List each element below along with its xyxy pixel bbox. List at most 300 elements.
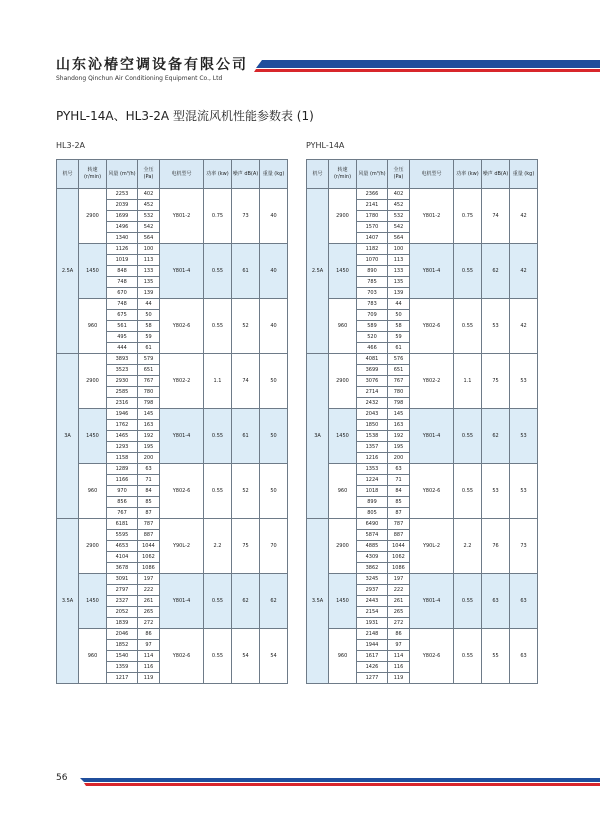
pressure-cell: 71 — [388, 475, 410, 486]
noise-cell: 62 — [482, 244, 510, 299]
flow-cell: 748 — [107, 299, 138, 310]
header-cell: 全压 (Pa) — [388, 160, 410, 189]
flow-cell: 1426 — [357, 662, 388, 673]
table-row — [307, 189, 538, 200]
noise-cell: 54 — [232, 629, 260, 684]
header-cell: 噪声 dB(A) — [232, 160, 260, 189]
pressure-cell: 265 — [138, 607, 160, 618]
table-header — [57, 160, 288, 189]
speed-cell: 960 — [79, 464, 107, 519]
pressure-cell: 58 — [388, 321, 410, 332]
pressure-cell: 780 — [138, 387, 160, 398]
table-row — [57, 299, 288, 310]
flow-cell: 1224 — [357, 475, 388, 486]
motor-cell: Y802-2 — [410, 354, 454, 409]
motor-cell: Y90L-2 — [160, 519, 204, 574]
pressure-cell: 272 — [388, 618, 410, 629]
flow-cell: 1293 — [107, 442, 138, 453]
speed-cell: 1450 — [329, 409, 357, 464]
table-body — [57, 189, 288, 684]
company-header — [56, 54, 248, 82]
pressure-cell: 197 — [138, 574, 160, 585]
noise-cell: 52 — [232, 299, 260, 354]
power-cell: 2.2 — [454, 519, 482, 574]
table-row — [307, 464, 538, 475]
pressure-cell: 532 — [138, 211, 160, 222]
weight-cell: 42 — [510, 189, 538, 244]
flow-cell: 1353 — [357, 464, 388, 475]
flow-cell: 1617 — [357, 651, 388, 662]
weight-cell: 53 — [510, 464, 538, 519]
pressure-cell: 452 — [388, 200, 410, 211]
speed-cell: 2900 — [329, 519, 357, 574]
pressure-cell: 163 — [388, 420, 410, 431]
model-cell: 2.5A — [57, 189, 79, 354]
motor-cell: Y802-6 — [410, 464, 454, 519]
header-cell: 机号 — [57, 160, 79, 189]
flow-cell: 2043 — [357, 409, 388, 420]
pressure-cell: 145 — [138, 409, 160, 420]
header-stripe-decoration — [248, 58, 600, 74]
flow-cell: 899 — [357, 497, 388, 508]
flow-cell: 1465 — [107, 431, 138, 442]
pressure-cell: 787 — [138, 519, 160, 530]
footer-red-stripe — [84, 783, 600, 786]
flow-cell: 4104 — [107, 552, 138, 563]
pressure-cell: 61 — [138, 343, 160, 354]
pressure-cell: 200 — [388, 453, 410, 464]
flow-cell: 1839 — [107, 618, 138, 629]
weight-cell: 73 — [510, 519, 538, 574]
flow-cell: 4081 — [357, 354, 388, 365]
pressure-cell: 116 — [388, 662, 410, 673]
flow-cell: 1166 — [107, 475, 138, 486]
motor-cell: Y802-2 — [160, 354, 204, 409]
pressure-cell: 61 — [388, 343, 410, 354]
weight-cell: 42 — [510, 244, 538, 299]
motor-cell: Y801-4 — [410, 409, 454, 464]
flow-cell: 2052 — [107, 607, 138, 618]
speed-cell: 2900 — [79, 189, 107, 244]
power-cell: 0.55 — [454, 299, 482, 354]
pressure-cell: 192 — [388, 431, 410, 442]
pressure-cell: 222 — [138, 585, 160, 596]
header-blue-stripe — [256, 60, 600, 68]
pressure-cell: 84 — [138, 486, 160, 497]
flow-cell: 1289 — [107, 464, 138, 475]
flow-cell: 1070 — [357, 255, 388, 266]
pressure-cell: 87 — [138, 508, 160, 519]
weight-cell: 63 — [510, 629, 538, 684]
pressure-cell: 192 — [138, 431, 160, 442]
pressure-cell: 133 — [138, 266, 160, 277]
motor-cell: Y802-6 — [410, 299, 454, 354]
flow-cell: 520 — [357, 332, 388, 343]
flow-cell: 589 — [357, 321, 388, 332]
table-row — [307, 629, 538, 640]
flow-cell: 783 — [357, 299, 388, 310]
pressure-cell: 97 — [388, 640, 410, 651]
pressure-cell: 452 — [138, 200, 160, 211]
power-cell: 0.55 — [454, 464, 482, 519]
table-row — [307, 519, 538, 530]
flow-cell: 1850 — [357, 420, 388, 431]
power-cell: 0.55 — [204, 299, 232, 354]
pressure-cell: 63 — [388, 464, 410, 475]
flow-cell: 1158 — [107, 453, 138, 464]
flow-cell: 1852 — [107, 640, 138, 651]
pressure-cell: 145 — [388, 409, 410, 420]
pressure-cell: 85 — [388, 497, 410, 508]
flow-cell: 856 — [107, 497, 138, 508]
speed-cell: 1450 — [329, 574, 357, 629]
motor-cell: Y90L-2 — [410, 519, 454, 574]
speed-cell: 2900 — [79, 354, 107, 409]
power-cell: 0.55 — [454, 244, 482, 299]
pressure-cell: 1086 — [138, 563, 160, 574]
noise-cell: 75 — [482, 354, 510, 409]
flow-cell: 3091 — [107, 574, 138, 585]
table-body — [307, 189, 538, 684]
flow-cell: 3893 — [107, 354, 138, 365]
header-cell: 电机型号 — [160, 160, 204, 189]
power-cell: 0.55 — [204, 464, 232, 519]
pressure-cell: 1044 — [388, 541, 410, 552]
power-cell: 0.75 — [454, 189, 482, 244]
speed-cell: 1450 — [79, 574, 107, 629]
pressure-cell: 780 — [388, 387, 410, 398]
header-cell: 重量 (kg) — [510, 160, 538, 189]
pressure-cell: 114 — [138, 651, 160, 662]
noise-cell: 62 — [232, 574, 260, 629]
noise-cell: 62 — [482, 409, 510, 464]
flow-cell: 1018 — [357, 486, 388, 497]
flow-cell: 1216 — [357, 453, 388, 464]
pressure-cell: 200 — [138, 453, 160, 464]
flow-cell: 1126 — [107, 244, 138, 255]
flow-cell: 2443 — [357, 596, 388, 607]
pressure-cell: 50 — [138, 310, 160, 321]
pressure-cell: 272 — [138, 618, 160, 629]
flow-cell: 785 — [357, 277, 388, 288]
speed-cell: 960 — [79, 629, 107, 684]
weight-cell: 50 — [260, 409, 288, 464]
flow-cell: 4309 — [357, 552, 388, 563]
pressure-cell: 1062 — [138, 552, 160, 563]
company-name-cn: 山东沁椿空调设备有限公司 — [56, 57, 248, 73]
footer-blue-stripe — [80, 778, 600, 782]
flow-cell: 1357 — [357, 442, 388, 453]
flow-cell: 1540 — [107, 651, 138, 662]
flow-cell: 1277 — [357, 673, 388, 684]
motor-cell: Y802-6 — [160, 464, 204, 519]
power-cell: 0.75 — [204, 189, 232, 244]
pressure-cell: 564 — [138, 233, 160, 244]
flow-cell: 2432 — [357, 398, 388, 409]
power-cell: 0.55 — [454, 629, 482, 684]
flow-cell: 1019 — [107, 255, 138, 266]
noise-cell: 53 — [482, 299, 510, 354]
header-cell: 风量 (m³/h) — [107, 160, 138, 189]
weight-cell: 54 — [260, 629, 288, 684]
flow-cell: 1496 — [107, 222, 138, 233]
flow-cell: 6490 — [357, 519, 388, 530]
header-row — [57, 160, 288, 189]
pressure-cell: 651 — [388, 365, 410, 376]
header-cell: 噪声 dB(A) — [482, 160, 510, 189]
pressure-cell: 163 — [138, 420, 160, 431]
flow-cell: 2046 — [107, 629, 138, 640]
header-cell: 电机型号 — [410, 160, 454, 189]
pressure-cell: 100 — [138, 244, 160, 255]
pressure-cell: 1044 — [138, 541, 160, 552]
pressure-cell: 114 — [388, 651, 410, 662]
pressure-cell: 113 — [388, 255, 410, 266]
flow-cell: 1340 — [107, 233, 138, 244]
weight-cell: 63 — [510, 574, 538, 629]
motor-cell: Y802-6 — [160, 629, 204, 684]
pressure-cell: 119 — [388, 673, 410, 684]
flow-cell: 2141 — [357, 200, 388, 211]
page-number: 56 — [56, 773, 68, 783]
flow-cell: 805 — [357, 508, 388, 519]
flow-cell: 3862 — [357, 563, 388, 574]
pressure-cell: 576 — [388, 354, 410, 365]
flow-cell: 1931 — [357, 618, 388, 629]
power-cell: 2.2 — [204, 519, 232, 574]
motor-cell: Y801-4 — [160, 574, 204, 629]
weight-cell: 53 — [510, 354, 538, 409]
table-row — [57, 354, 288, 365]
flow-cell: 970 — [107, 486, 138, 497]
noise-cell: 74 — [482, 189, 510, 244]
table-row — [57, 409, 288, 420]
noise-cell: 55 — [482, 629, 510, 684]
table-row — [307, 354, 538, 365]
pressure-cell: 579 — [138, 354, 160, 365]
power-cell: 0.55 — [204, 409, 232, 464]
pressure-cell: 44 — [388, 299, 410, 310]
pressure-cell: 59 — [388, 332, 410, 343]
pressure-cell: 265 — [388, 607, 410, 618]
flow-cell: 2148 — [357, 629, 388, 640]
weight-cell: 70 — [260, 519, 288, 574]
header-cell: 功率 (kw) — [204, 160, 232, 189]
flow-cell: 1407 — [357, 233, 388, 244]
power-cell: 0.55 — [204, 574, 232, 629]
pressure-cell: 651 — [138, 365, 160, 376]
speed-cell: 960 — [79, 299, 107, 354]
pressure-cell: 261 — [388, 596, 410, 607]
speed-cell: 960 — [329, 629, 357, 684]
table-right-subtitle: PYHL-14A — [306, 141, 345, 150]
motor-cell: Y802-6 — [410, 629, 454, 684]
flow-cell: 5874 — [357, 530, 388, 541]
weight-cell: 53 — [510, 409, 538, 464]
model-cell: 3.5A — [307, 519, 329, 684]
flow-cell: 561 — [107, 321, 138, 332]
header-cell: 机号 — [307, 160, 329, 189]
flow-cell: 2039 — [107, 200, 138, 211]
pressure-cell: 887 — [138, 530, 160, 541]
power-cell: 1.1 — [204, 354, 232, 409]
table-row — [57, 574, 288, 585]
table-row — [307, 299, 538, 310]
page-title: PYHL-14A、HL3-2A 型混流风机性能参数表 (1) — [56, 109, 314, 123]
pressure-cell: 1086 — [388, 563, 410, 574]
header-cell: 功率 (kw) — [454, 160, 482, 189]
power-cell: 0.55 — [454, 409, 482, 464]
weight-cell: 40 — [260, 244, 288, 299]
pressure-cell: 44 — [138, 299, 160, 310]
flow-cell: 848 — [107, 266, 138, 277]
weight-cell: 50 — [260, 464, 288, 519]
weight-cell: 62 — [260, 574, 288, 629]
weight-cell: 50 — [260, 354, 288, 409]
flow-cell: 1217 — [107, 673, 138, 684]
pressure-cell: 195 — [388, 442, 410, 453]
pressure-cell: 84 — [388, 486, 410, 497]
header-row — [307, 160, 538, 189]
flow-cell: 670 — [107, 288, 138, 299]
weight-cell: 42 — [510, 299, 538, 354]
header-cell: 风量 (m³/h) — [357, 160, 388, 189]
flow-cell: 2316 — [107, 398, 138, 409]
noise-cell: 63 — [482, 574, 510, 629]
model-cell: 3A — [307, 354, 329, 519]
flow-cell: 1538 — [357, 431, 388, 442]
flow-cell: 1780 — [357, 211, 388, 222]
motor-cell: Y801-4 — [160, 244, 204, 299]
flow-cell: 6181 — [107, 519, 138, 530]
noise-cell: 53 — [482, 464, 510, 519]
pressure-cell: 261 — [138, 596, 160, 607]
company-name-en: Shandong Qinchun Air Conditioning Equipment Co., Ltd — [56, 75, 223, 82]
power-cell: 1.1 — [454, 354, 482, 409]
pressure-cell: 86 — [388, 629, 410, 640]
header-cell: 转速 (r/min) — [329, 160, 357, 189]
pressure-cell: 887 — [388, 530, 410, 541]
pressure-cell: 86 — [138, 629, 160, 640]
footer-stripe-decoration — [80, 777, 600, 787]
flow-cell: 1699 — [107, 211, 138, 222]
pressure-cell: 767 — [388, 376, 410, 387]
pressure-cell: 113 — [138, 255, 160, 266]
flow-cell: 3678 — [107, 563, 138, 574]
flow-cell: 466 — [357, 343, 388, 354]
speed-cell: 960 — [329, 299, 357, 354]
pressure-cell: 542 — [138, 222, 160, 233]
pressure-cell: 532 — [388, 211, 410, 222]
pressure-cell: 1062 — [388, 552, 410, 563]
pressure-cell: 564 — [388, 233, 410, 244]
noise-cell: 73 — [232, 189, 260, 244]
pressure-cell: 139 — [138, 288, 160, 299]
model-cell: 3A — [57, 354, 79, 519]
noise-cell: 52 — [232, 464, 260, 519]
pressure-cell: 197 — [388, 574, 410, 585]
pressure-cell: 58 — [138, 321, 160, 332]
noise-cell: 75 — [232, 519, 260, 574]
pressure-cell: 59 — [138, 332, 160, 343]
flow-cell: 1762 — [107, 420, 138, 431]
pressure-cell: 97 — [138, 640, 160, 651]
table-left-subtitle: HL3-2A — [56, 141, 86, 150]
pressure-cell: 87 — [388, 508, 410, 519]
flow-cell: 748 — [107, 277, 138, 288]
flow-cell: 1359 — [107, 662, 138, 673]
pressure-cell: 100 — [388, 244, 410, 255]
table-header — [307, 160, 538, 189]
flow-cell: 709 — [357, 310, 388, 321]
motor-cell: Y801-2 — [160, 189, 204, 244]
pressure-cell: 50 — [388, 310, 410, 321]
motor-cell: Y801-4 — [160, 409, 204, 464]
pressure-cell: 85 — [138, 497, 160, 508]
flow-cell: 2797 — [107, 585, 138, 596]
flow-cell: 4653 — [107, 541, 138, 552]
header-cell: 转速 (r/min) — [79, 160, 107, 189]
pressure-cell: 787 — [388, 519, 410, 530]
flow-cell: 3245 — [357, 574, 388, 585]
motor-cell: Y801-2 — [410, 189, 454, 244]
pressure-cell: 133 — [388, 266, 410, 277]
header-cell: 全压 (Pa) — [138, 160, 160, 189]
table-row — [307, 244, 538, 255]
pressure-cell: 139 — [388, 288, 410, 299]
speed-cell: 2900 — [329, 354, 357, 409]
performance-table-hl3-2a — [56, 159, 288, 684]
flow-cell: 1570 — [357, 222, 388, 233]
motor-cell: Y801-4 — [410, 574, 454, 629]
flow-cell: 4885 — [357, 541, 388, 552]
speed-cell: 2900 — [79, 519, 107, 574]
pressure-cell: 195 — [138, 442, 160, 453]
pressure-cell: 402 — [388, 189, 410, 200]
table-row — [307, 574, 538, 585]
power-cell: 0.55 — [204, 244, 232, 299]
model-cell: 2.5A — [307, 189, 329, 354]
speed-cell: 2900 — [329, 189, 357, 244]
power-cell: 0.55 — [454, 574, 482, 629]
pressure-cell: 402 — [138, 189, 160, 200]
pressure-cell: 71 — [138, 475, 160, 486]
speed-cell: 960 — [329, 464, 357, 519]
pressure-cell: 135 — [388, 277, 410, 288]
pressure-cell: 798 — [138, 398, 160, 409]
speed-cell: 1450 — [329, 244, 357, 299]
pressure-cell: 798 — [388, 398, 410, 409]
speed-cell: 1450 — [79, 409, 107, 464]
weight-cell: 40 — [260, 299, 288, 354]
flow-cell: 3523 — [107, 365, 138, 376]
flow-cell: 2154 — [357, 607, 388, 618]
noise-cell: 61 — [232, 244, 260, 299]
header-red-stripe — [254, 69, 600, 72]
flow-cell: 890 — [357, 266, 388, 277]
header-cell: 重量 (kg) — [260, 160, 288, 189]
noise-cell: 61 — [232, 409, 260, 464]
flow-cell: 767 — [107, 508, 138, 519]
weight-cell: 40 — [260, 189, 288, 244]
motor-cell: Y802-6 — [160, 299, 204, 354]
speed-cell: 1450 — [79, 244, 107, 299]
noise-cell: 74 — [232, 354, 260, 409]
pressure-cell: 116 — [138, 662, 160, 673]
flow-cell: 2930 — [107, 376, 138, 387]
pressure-cell: 63 — [138, 464, 160, 475]
flow-cell: 2253 — [107, 189, 138, 200]
